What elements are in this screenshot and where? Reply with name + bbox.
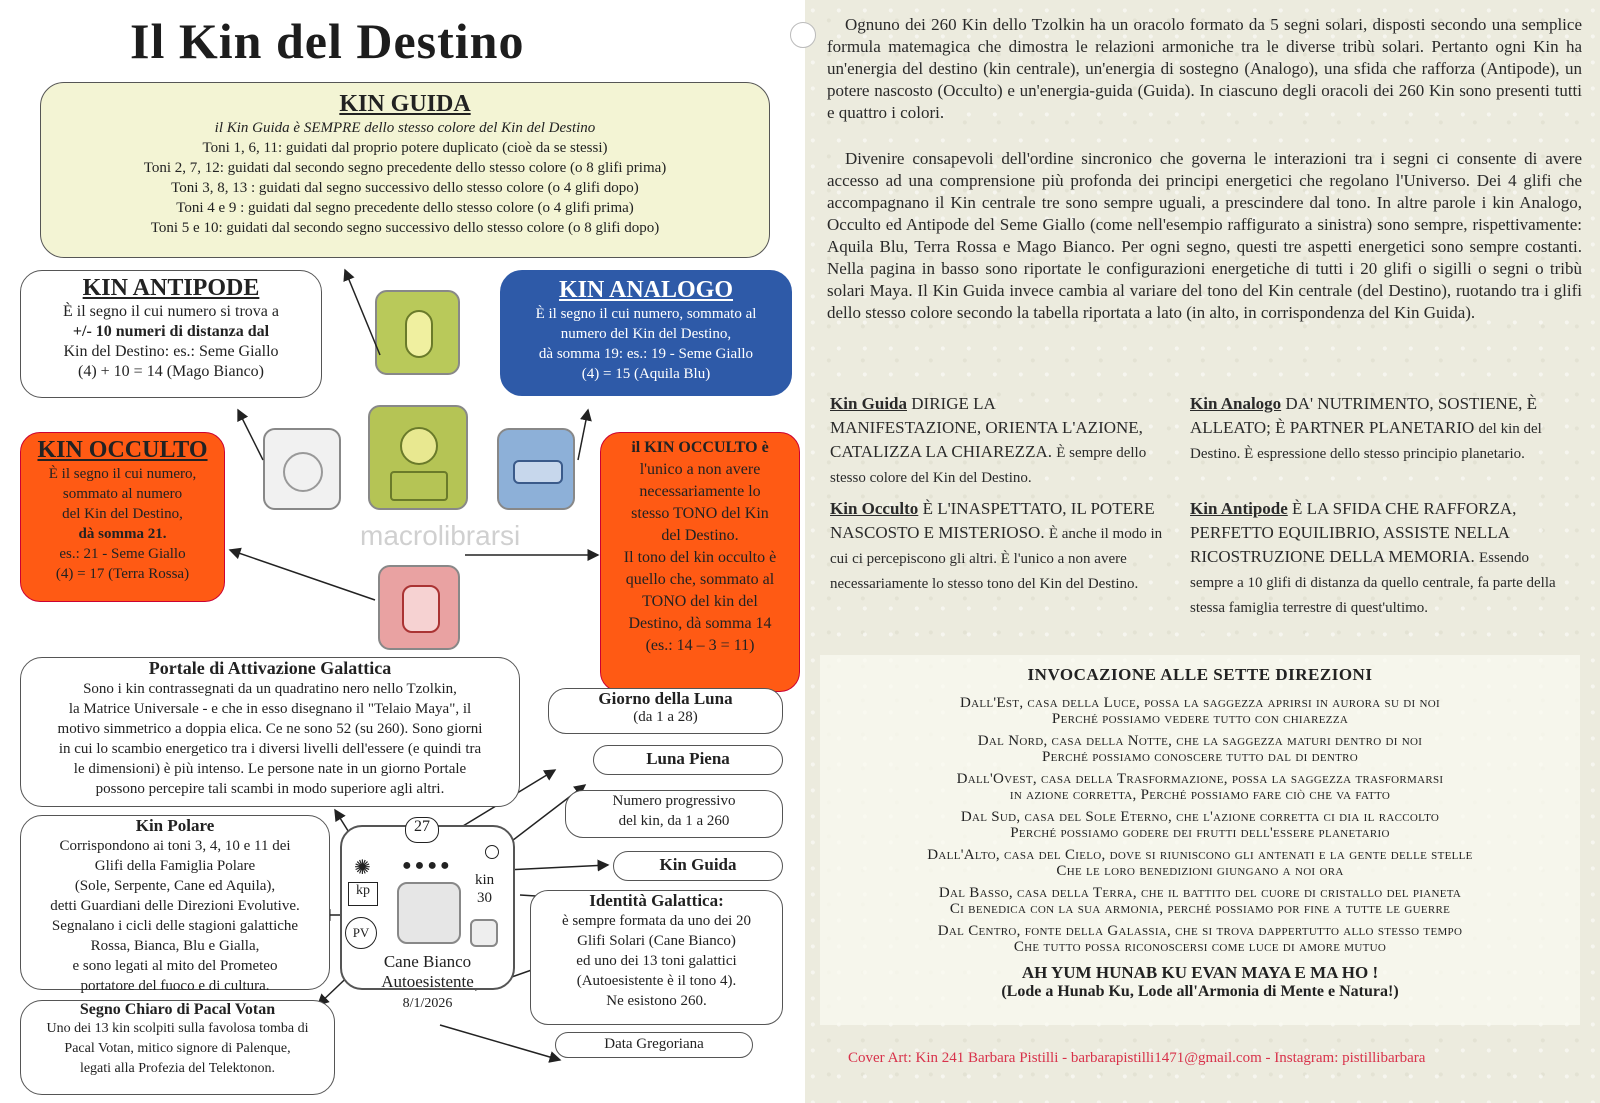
- col-kin-antipode: [1190, 497, 1565, 620]
- kin-guida-pill: Kin Guida: [613, 851, 783, 881]
- white-dog-glyph-icon: [397, 882, 461, 944]
- portale-heading: Portale di Attivazione Galattica: [148, 658, 392, 678]
- intro-paragraph-1: Ognuno dei 260 Kin dello Tzolkin ha un oracolo formato da 5 segni solari, disposti secondo una semplice formula matemagica che dimostra le relazioni armoniche tra le diverse tribù solari. Pertanto ogni Kin ha un'energia del destino (kin centrale), un'energia di sostegno (Analogo), una sfida che rafforza (Antipode), un potere nascosto (Occulto) e un'energia-guida (Guida). In ciascuno degli oracoli dei 260 Kin sono presenti tutti e quattro i colori.: [827, 15, 1582, 122]
- col-occulto-small: È anche il modo in cui ci percepiscono gli altri. È l'unico a non avere necessariamente lo stesso tono del Kin del Destino.: [830, 526, 1163, 592]
- kin-guida-line: Toni 2, 7, 12: guidati dal secondo segno precedente dello stesso colore (o 8 glifi prima): [143, 160, 667, 176]
- kin-occulto-line: del Kin del Destino,: [62, 506, 183, 522]
- kin-occulto-line: sommato al numero: [62, 486, 183, 502]
- kin-label: kin: [475, 872, 495, 888]
- kin-antipode-line: È il segno il cui numero si trova a: [63, 303, 279, 320]
- invocazione-title: INVOCAZIONE ALLE SETTE DIREZIONI: [1027, 665, 1373, 684]
- col-occulto-key: Kin Occulto: [830, 499, 919, 518]
- occulto-note-line: (es.: 14 – 3 = 11): [645, 637, 755, 654]
- identita-line: Glifi Solari (Cane Bianco): [577, 933, 736, 949]
- col-kin-analogo: [1190, 392, 1565, 466]
- giorno-luna-pill: [548, 688, 783, 734]
- col-kin-guida: [830, 392, 1150, 490]
- kin-polare-line: detti Guardiani delle Direzioni Evolutive.: [50, 898, 300, 914]
- kin-analogo-line: dà somma 19: es.: 19 - Seme Giallo: [538, 346, 754, 362]
- numero-line: Numero progressivo: [612, 793, 736, 809]
- kin-guida-line: Toni 1, 6, 11: guidati dal proprio potere duplicato (cioè da se stessi): [202, 140, 608, 156]
- invocazione-line: Dal Sud, casa del Sole Eterno, che l'azione corretta ci dia il raccolto: [960, 809, 1440, 825]
- kin-polare-box: [20, 815, 330, 994]
- invocazione-line: Che le loro benedizioni giungano a noi ora: [1056, 863, 1344, 879]
- kin-polare-line: portatore del fuoco e di cultura.: [80, 978, 270, 994]
- invocazione-line: in azione corretta, Perché possiamo fare ciò che va fatto: [1009, 787, 1391, 803]
- col-guida-key: Kin Guida: [830, 394, 908, 413]
- pacal-line: Uno dei 13 kin scolpiti sulla favolosa tomba di: [46, 1021, 309, 1036]
- identita-line: (Autoesistente è il tono 4).: [576, 973, 737, 989]
- kin-guida-heading: KIN GUIDA: [339, 91, 471, 117]
- identita-line: è sempre formata da uno dei 20: [561, 913, 752, 929]
- portale-line: la Matrice Universale - e che in esso disegnano il "Telaio Maya", il: [68, 701, 472, 717]
- tone-dots-icon: ●●●●: [402, 857, 453, 874]
- page-title: Il Kin del Destino: [130, 13, 525, 69]
- occulto-note-line: TONO del kin del: [642, 593, 758, 610]
- galactic-spiral-icon: ✺: [354, 857, 371, 879]
- col-analogo-small: del kin del Destino. È espressione dello stesso principio planetario.: [1190, 421, 1542, 462]
- portale-line: possono percepire tali scambi in modo superiore agli altri.: [95, 781, 445, 797]
- kin-polare-heading: Kin Polare: [135, 816, 215, 835]
- kin-occulto-line: es.: 21 - Seme Giallo: [59, 546, 186, 562]
- kin-analogo-line: (4) = 15 (Aquila Blu): [581, 366, 711, 382]
- portale-line: le dimensioni) è più intenso. Le persone nate in un giorno Portale: [73, 761, 467, 777]
- numero-progressivo-pill: [565, 790, 783, 838]
- giorno-luna-title: Giorno della Luna: [598, 689, 733, 708]
- pacal-votan-badge: PV: [345, 917, 377, 949]
- invocazione-line: Perché possiamo conoscere tutto dal di dentro: [1041, 749, 1359, 765]
- giorno-luna-sub: (da 1 a 28): [633, 709, 698, 725]
- occulto-note-line: il KIN OCCULTO è: [631, 439, 769, 456]
- occulto-note-line: stesso TONO del Kin: [631, 505, 769, 522]
- identita-galattica-pill: [530, 890, 783, 1025]
- kin-occulto-line: dà somma 21.: [78, 526, 167, 542]
- kin-antipode-line: +/- 10 numeri di distanza dal: [72, 323, 270, 340]
- portale-line: Sono i kin contrassegnati da un quadratino nero nello Tzolkin,: [83, 681, 457, 697]
- col-analogo-text: DA' NUTRIMENTO, SOSTIENE, È ALLEATO; È PARTNER PLANETARIO: [1190, 394, 1538, 437]
- invocazione-line: Dall'Est, casa della Luce, possa la saggezza aprirsi in aurora su di noi: [960, 695, 1440, 711]
- kin-antipode-line: (4) + 10 = 14 (Mago Bianco): [77, 363, 264, 380]
- invocazione-line: Perché possiamo godere dei frutti dell'essere planetario: [1010, 825, 1390, 841]
- kin-guida-line: Toni 5 e 10: guidati dal secondo segno successivo dello stesso colore (o 8 glifi dopo): [150, 220, 660, 236]
- numero-line: del kin, da 1 a 260: [618, 813, 730, 829]
- invocazione-closing-1: AH YUM HUNAB KU EVAN MAYA E MA HO !: [1021, 963, 1379, 982]
- occulto-note-line: necessariamente lo: [639, 483, 761, 500]
- col-analogo-key: Kin Analogo: [1190, 394, 1282, 413]
- occulto-note-line: Destino, dà somma 14: [628, 615, 772, 632]
- col-antipode-small: Essendo sempre a 10 glifi di distanza da quello centrale, fa parte della stessa famiglia terrestre di quest'ultimo.: [1190, 550, 1556, 616]
- identita-title: Identità Galattica:: [589, 891, 724, 910]
- kin-name-1: Cane Bianco: [383, 952, 472, 971]
- col-guida-small: È sempre dello stesso colore del Kin del Destino.: [830, 445, 1147, 486]
- kin-polare-line: Rossa, Bianca, Blu e Gialla,: [90, 938, 260, 954]
- invocazione-line: Che tutto possa riconoscersi come luce di amore mutuo: [1013, 939, 1387, 955]
- gregorian-date: 8/1/2026: [402, 996, 453, 1011]
- kin-antipode-line: Kin del Destino: es.: Seme Giallo: [63, 343, 279, 360]
- invocazione-line: Dall'Ovest, casa della Trasformazione, possa la saggezza trasformarsi: [956, 771, 1444, 787]
- occulto-note-line: l'unico a non avere: [639, 461, 761, 478]
- portale-box: [20, 657, 520, 807]
- moon-circle-icon: [485, 845, 499, 859]
- identita-line: ed uno dei 13 toni galattici: [576, 953, 737, 969]
- kin-guida-line: Toni 3, 8, 13 : guidati dal segno successivo dello stesso colore (o 4 glifi dopo): [171, 180, 639, 196]
- kin-name-2: Autoesistente: [381, 972, 474, 991]
- identita-line: Ne esistono 260.: [606, 993, 707, 1009]
- kin-number: 27: [405, 817, 439, 843]
- col-antipode-text: È LA SFIDA CHE RAFFORZA, PERFETTO EQUILIBRIO, ASSISTE NELLA RICOSTRUZIONE DELLA MEMORIA.: [1190, 499, 1517, 566]
- guide-glyph-icon: [470, 919, 498, 947]
- pacal-votan-box: [20, 1000, 335, 1095]
- kin-antipode-heading: KIN ANTIPODE: [82, 275, 260, 301]
- cover-art-credit: Cover Art: Kin 241 Barbara Pistilli - barbarapistilli1471@gmail.com - Instagram: pistillibarbara: [848, 1050, 1426, 1066]
- kin-guida-subtitle: il Kin Guida è SEMPRE dello stesso colore del Kin del Destino: [214, 120, 596, 136]
- data-gregoriana-pill: Data Gregoriana: [555, 1032, 753, 1058]
- pacal-line: legati alla Profezia del Telektonon.: [79, 1061, 276, 1076]
- kin-analogo-heading: KIN ANALOGO: [558, 277, 734, 303]
- kin-polare-line: Segnalano i cicli delle stagioni galattiche: [51, 918, 299, 934]
- col-guida-text: DIRIGE LA MANIFESTAZIONE, ORIENTA L'AZIONE, CATALIZZA LA CHIAREZZA.: [830, 394, 1143, 461]
- pacal-line: Pacal Votan, mitico signore di Palenque,: [64, 1041, 291, 1056]
- kin-polare-line: Corrispondono ai toni 3, 4, 10 e 11 dei: [59, 838, 291, 854]
- occulto-note-line: quello che, sommato al: [625, 571, 775, 588]
- watermark: macrolibrarsi: [360, 520, 521, 551]
- invocazione-line: Ci benedica con la sua armonia, perché possiamo por fine a tutte le guerre: [949, 901, 1451, 917]
- invocazione-line: Dal Basso, casa della Terra, che il battito del cuore di cristallo del pianeta: [938, 885, 1462, 901]
- occulto-note-line: del Destino.: [661, 527, 739, 544]
- kin-polare-line: e sono legati al mito del Prometeo: [72, 958, 278, 974]
- kin-occulto-heading: KIN OCCULTO: [37, 437, 208, 463]
- kin-analogo-line: È il segno il cui numero, sommato al: [535, 306, 757, 322]
- luna-piena-pill: Luna Piena: [593, 745, 783, 775]
- kin-analogo-line: numero del Kin del Destino,: [560, 326, 732, 342]
- occulto-note-line: Il tono del kin occulto è: [623, 549, 777, 566]
- invocazione-box: [820, 655, 1580, 1025]
- kin-occulto-line: È il segno il cui numero,: [48, 466, 197, 482]
- portale-line: in cui lo scambio energetico tra i diversi livelli dell'essere (e quindi tra: [58, 741, 482, 757]
- kin-guida-line: Toni 4 e 9 : guidati dal segno precedente dello stesso colore (o 4 glifi prima): [176, 200, 634, 216]
- col-occulto-text: È L'INASPETTATO, IL POTERE NASCOSTO E MISTERIOSO.: [830, 499, 1155, 542]
- invocazione-line: Perché possiamo vedere tutto con chiarezza: [1051, 711, 1349, 727]
- invocazione-line: Dall'Alto, casa del Cielo, dove si riuniscono gli antenati e la gente delle stelle: [927, 847, 1473, 863]
- invocazione-line: Dal Centro, fonte della Galassia, che si trova dappertutto allo stesso tempo: [937, 923, 1463, 939]
- intro-paragraph-2: Divenire consapevoli dell'ordine sincronico che governa le interazioni tra i segni ci consente di avere accesso ad una comprensione più profonda dei principi energetici che regolano l'Universo. Dei 4 glifi che accompagnano il Kin centrale tre sono sempre uguali, a prescindere dal tono. In altre parole i kin Analogo, Occulto ed Antipode del Seme Giallo (come nell'esempio raffigurato a sinistra) sono sempre, rispettivamente: Aquila Blu, Terra Rossa e Mago Bianco. Per ogni segno, questi tre aspetti energetici sono sempre costanti. Nella pagina in basso sono riportate le configurazioni energetiche di tutti i 20 glifi o sigilli o segni o tribù solari Maya. Il Kin Guida invece cambia al variare del tono del Kin centrale (del Destino), ruotando tra i glifi dello stesso colore secondo la tabella riportata a lato (in alto, in corrispondenza del Kin Guida).: [827, 149, 1582, 322]
- col-antipode-key: Kin Antipode: [1190, 499, 1288, 518]
- invocazione-closing-2: (Lode a Hunab Ku, Lode all'Armonia di Mente e Natura!): [1001, 983, 1399, 1000]
- kin-polare-line: (Sole, Serpente, Cane ed Aquila),: [74, 878, 276, 894]
- pacal-heading: Segno Chiaro di Pacal Votan: [79, 1001, 276, 1018]
- kin-polare-badge: kp: [348, 882, 378, 906]
- kin-guida-number: 30: [477, 890, 492, 906]
- kin-occulto-line: (4) = 17 (Terra Rossa): [55, 566, 190, 582]
- col-kin-occulto: [830, 497, 1170, 596]
- portale-line: motivo simmetrico a doppia elica. Ce ne sono 52 (su 260). Sono giorni: [57, 721, 483, 737]
- invocazione-line: Dal Nord, casa della Notte, che la saggezza maturi dentro di noi: [977, 733, 1423, 749]
- kin-polare-line: Glifi della Famiglia Polare: [94, 858, 256, 874]
